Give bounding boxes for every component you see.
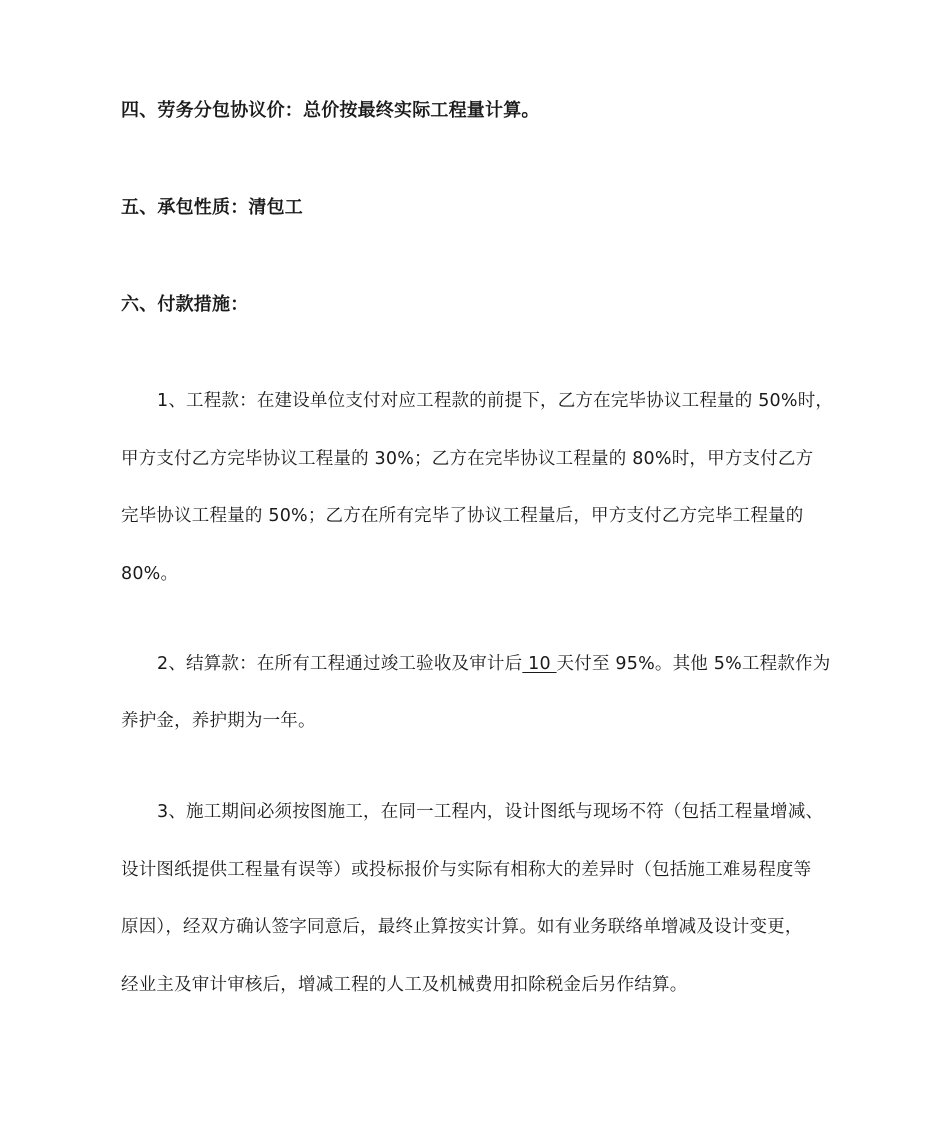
paragraph-1-line-1: 1、工程款：在建设单位支付对应工程款的前提下，乙方在完毕协议工程量的 50%时， bbox=[157, 391, 834, 411]
section-heading-5: 五、承包性质：清包工 bbox=[121, 197, 303, 218]
paragraph-1-line-4: 80%。 bbox=[121, 564, 179, 584]
section-heading-4: 四、劳务分包协议价：总价按最终实际工程量计算。 bbox=[121, 100, 540, 121]
paragraph-2-underlined-days: 10 bbox=[522, 654, 557, 674]
paragraph-2-text-before: 2、结算款：在所有工程通过竣工验收及审计后 bbox=[157, 654, 523, 674]
paragraph-1-line-3: 完毕协议工程量的 50%；乙方在所有完毕了协议工程量后，甲方支付乙方完毕工程量的 bbox=[121, 506, 804, 526]
paragraph-3-line-2: 设计图纸提供工程量有误等）或投标报价与实际有相称大的差异时（包括施工难易程度等 bbox=[121, 860, 812, 880]
paragraph-1-line-2: 甲方支付乙方完毕协议工程量的 30%；乙方在完毕协议工程量的 80%时，甲方支付乙方 bbox=[121, 449, 814, 469]
paragraph-2-line-2: 养护金，养护期为一年。 bbox=[121, 711, 316, 731]
paragraph-3-line-1: 3、施工期间必须按图施工，在同一工程内，设计图纸与现场不符（包括工程量增减、 bbox=[157, 802, 824, 822]
section-heading-6: 六、付款措施： bbox=[121, 294, 249, 315]
paragraph-3-line-4: 经业主及审计审核后，增减工程的人工及机械费用扣除税金后另作结算。 bbox=[121, 975, 688, 995]
paragraph-3-line-3: 原因），经双方确认签字同意后，最终止算按实计算。如有业务联络单增减及设计变更， bbox=[121, 917, 803, 937]
paragraph-2-line-1 bbox=[157, 652, 830, 676]
paragraph-2-text-after: 天付至 95%。其他 5%工程款作为 bbox=[556, 654, 831, 674]
